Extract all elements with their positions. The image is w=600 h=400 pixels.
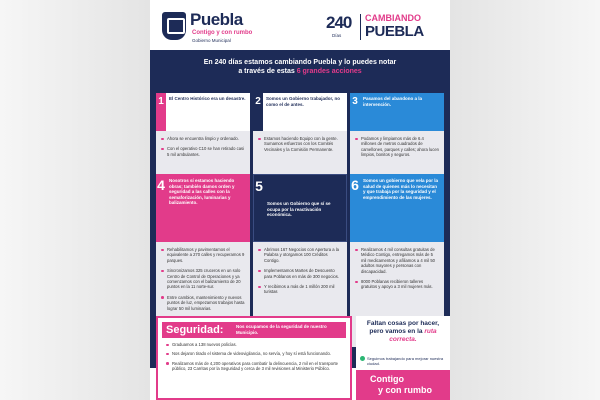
flyer-header: [150, 0, 450, 50]
closing-line3-highlight: correcta.: [389, 336, 417, 343]
background-right: [450, 0, 600, 400]
seguridad-list: [166, 342, 346, 376]
card-bullet: Implementamos Martes de Descuento para Poblanos en más de 300 negocios.: [258, 268, 342, 279]
card-header: [350, 93, 444, 131]
card-number: 1: [156, 93, 166, 131]
seguridad-bullet: Realizamos más de 4,200 operativos para combatir la delincuencia, 2 mil en el transporte público, 23 Carritas por la Seguridad y cerca de 3 mil revisiones al Ministerio Público.: [166, 361, 346, 372]
contigo-line1: Contigo: [370, 374, 404, 384]
city-crest-icon: [162, 12, 186, 40]
card-number: 6: [351, 177, 359, 193]
card-header: [156, 174, 250, 242]
seguridad-bullet: Graduamos a 138 nuevos policías.: [166, 342, 346, 347]
seguridad-box: [156, 316, 352, 400]
seguridad-bullet: Nos dejaron tirado el sistema de videovigilancia, no servía, y hoy sí está funcionando.: [166, 351, 346, 356]
card-bullet: Abrimos 167 Negocios con Apertura a la Palabra y otorgamos 100 Créditos Contigo.: [258, 247, 342, 263]
seguridad-header: [162, 322, 346, 338]
card-title: Nosotros sí estamos haciendo obras; también damos orden y seguridad a las calles con la semaforización, luminarias y balizamiento.: [169, 178, 235, 205]
card-bullet: Sincronizamos 325 cruceros en un solo Centro de Control de Operaciones y ya comenzamos con el balizamiento de 20 puntos en la 11 norte-sur.: [161, 268, 245, 290]
flyer: [150, 0, 450, 400]
card-number: 3: [350, 93, 360, 131]
days-label: Días: [332, 33, 342, 38]
card-title: El Centro Histórico era un desastre.: [169, 96, 246, 101]
check-icon: [360, 356, 365, 361]
contigo-banner: [356, 370, 450, 400]
intro-highlight: 6 grandes acciones: [296, 68, 362, 75]
days-number: 240: [326, 13, 352, 32]
closing-line1: Faltan cosas por hacer,: [366, 320, 440, 327]
intro-line2-prefix: a través de estas: [238, 68, 297, 75]
card-bullet: 8000 Poblanas recibieron talleres gratuitos y apoyo a 3 mil mujeres más.: [355, 279, 439, 290]
closing-message: [358, 320, 448, 344]
card-number: 2: [253, 93, 263, 131]
closing-line2: [358, 328, 448, 336]
closing-box: [356, 316, 450, 400]
intro-line1: En 240 días estamos cambiando Puebla y lo puedes notar: [203, 59, 397, 66]
brand-sub: Gobierno Municipal: [192, 38, 231, 43]
closing-line2-text: pero vamos en la: [369, 328, 425, 335]
card-title: Pasamos del abandono a la intervención.: [363, 96, 423, 107]
card-bullet: Con el operativo C10 se han retirado casi 5 mil ambulantes.: [161, 146, 245, 157]
card-header: [156, 93, 250, 131]
card-bullet: Estamos haciendo Equipo con la gente. Sumamos esfuerzos con los Comités Vecinales y la Comisión Permanente.: [258, 136, 342, 152]
brand-name: Puebla: [190, 10, 243, 29]
card-bullet: Y recibimos a más de 1 millón 200 mil turistas: [258, 284, 342, 295]
card-header: [253, 93, 347, 131]
card-bullet: Rehabilitamos y pavimentamos el equivalente a 270 calles y recuperamos 9 parques.: [161, 247, 245, 263]
check-row: [360, 356, 448, 366]
card-header: [253, 174, 347, 242]
check-text: Seguimos trabajando para mejorar nuestra ciudad.: [367, 356, 444, 366]
contigo-line2: y con rumbo: [378, 385, 433, 395]
seguridad-title: Seguridad:: [166, 324, 224, 336]
background-left: [0, 0, 150, 400]
campaign-line1: CAMBIANDO: [365, 13, 421, 23]
seguridad-description: Nos ocupamos de la seguridad de nuestro Municipio.: [236, 324, 327, 335]
card-title: Somos un Gobierno que sí se ocupa por la reactivación económica.: [267, 201, 331, 217]
card-bullet: Podamos y limpiamos más de 6.4 millones de metros cuadrados de camellones, parques y calles; ahora lucen limpios, bonitos y seguros.: [355, 136, 439, 158]
intro-line2: [170, 67, 430, 76]
card-title: Somos un Gobierno trabajador, no como el de antes.: [266, 96, 341, 107]
card-title: Somos un gobierno que vela por la salud de quienes más lo necesitan y que trabaja por la seguridad y el emprendimiento de las mujeres.: [363, 178, 439, 200]
closing-line2-highlight: ruta: [424, 328, 437, 335]
card-number: 4: [157, 177, 165, 193]
brand-tagline: Contigo y con rumbo: [192, 30, 253, 36]
card-bullet: Realizamos 4 mil consultas gratuitas de Médico Contigo, entregamos más de 5 mil medicamentos y afiliamos a 4 mil 50 adultos mayores y personas con discapacidad.: [355, 247, 439, 274]
card-number: 5: [255, 178, 263, 194]
card-bullet: Ahora se encuentra limpio y ordenado.: [161, 136, 245, 141]
card-header: [350, 174, 444, 242]
card-bullet: Entre cambios, mantenimiento y nuevos puntos de luz, empezamos trabajos hasta lograr 50 mil luminarias.: [161, 295, 245, 311]
intro-text: [170, 58, 430, 76]
campaign-line2: PUEBLA: [365, 23, 424, 40]
header-divider: [360, 14, 361, 40]
